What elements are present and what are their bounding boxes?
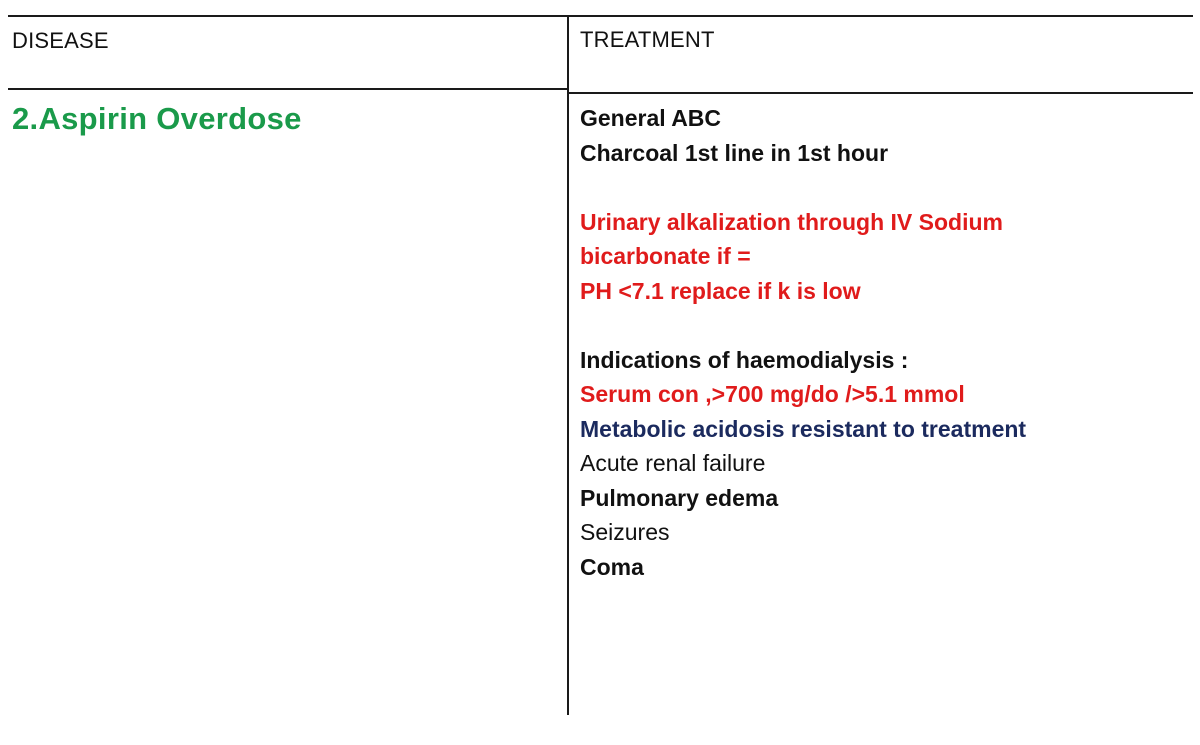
column-divider xyxy=(567,15,569,715)
treatment-alkalization-line-2: bicarbonate if = xyxy=(580,243,751,269)
header-bottom-border-right xyxy=(568,92,1193,94)
haemodialysis-acidosis-indication: Metabolic acidosis resistant to treatment xyxy=(580,415,1027,442)
haemodialysis-seizures-indication: Seizures xyxy=(580,519,670,545)
treatment-cell xyxy=(580,101,1180,584)
disease-name: 2.Aspirin Overdose xyxy=(12,101,302,136)
haemodialysis-heading: Indications of haemodialysis : xyxy=(580,346,909,373)
treatment-alkalization-line-3: PH <7.1 replace if k is low xyxy=(580,277,861,304)
treatment-charcoal: Charcoal 1st line in 1st hour xyxy=(580,139,889,166)
treatment-general-abc: General ABC xyxy=(580,105,722,131)
spacer xyxy=(580,170,1180,205)
haemodialysis-coma-indication: Coma xyxy=(580,553,644,580)
table-top-border xyxy=(8,15,1193,17)
header-bottom-border-left xyxy=(8,88,568,90)
column-header-treatment: TREATMENT xyxy=(580,27,715,52)
treatment-alkalization-line-1: Urinary alkalization through IV Sodium xyxy=(580,208,1003,235)
haemodialysis-serum-indication: Serum con ,>700 mg/do />5.1 mmol xyxy=(580,381,965,407)
haemodialysis-renal-failure-indication: Acute renal failure xyxy=(580,450,766,476)
haemodialysis-edema-indication: Pulmonary edema xyxy=(580,484,779,511)
column-header-disease: DISEASE xyxy=(12,28,109,53)
spacer xyxy=(580,308,1180,343)
